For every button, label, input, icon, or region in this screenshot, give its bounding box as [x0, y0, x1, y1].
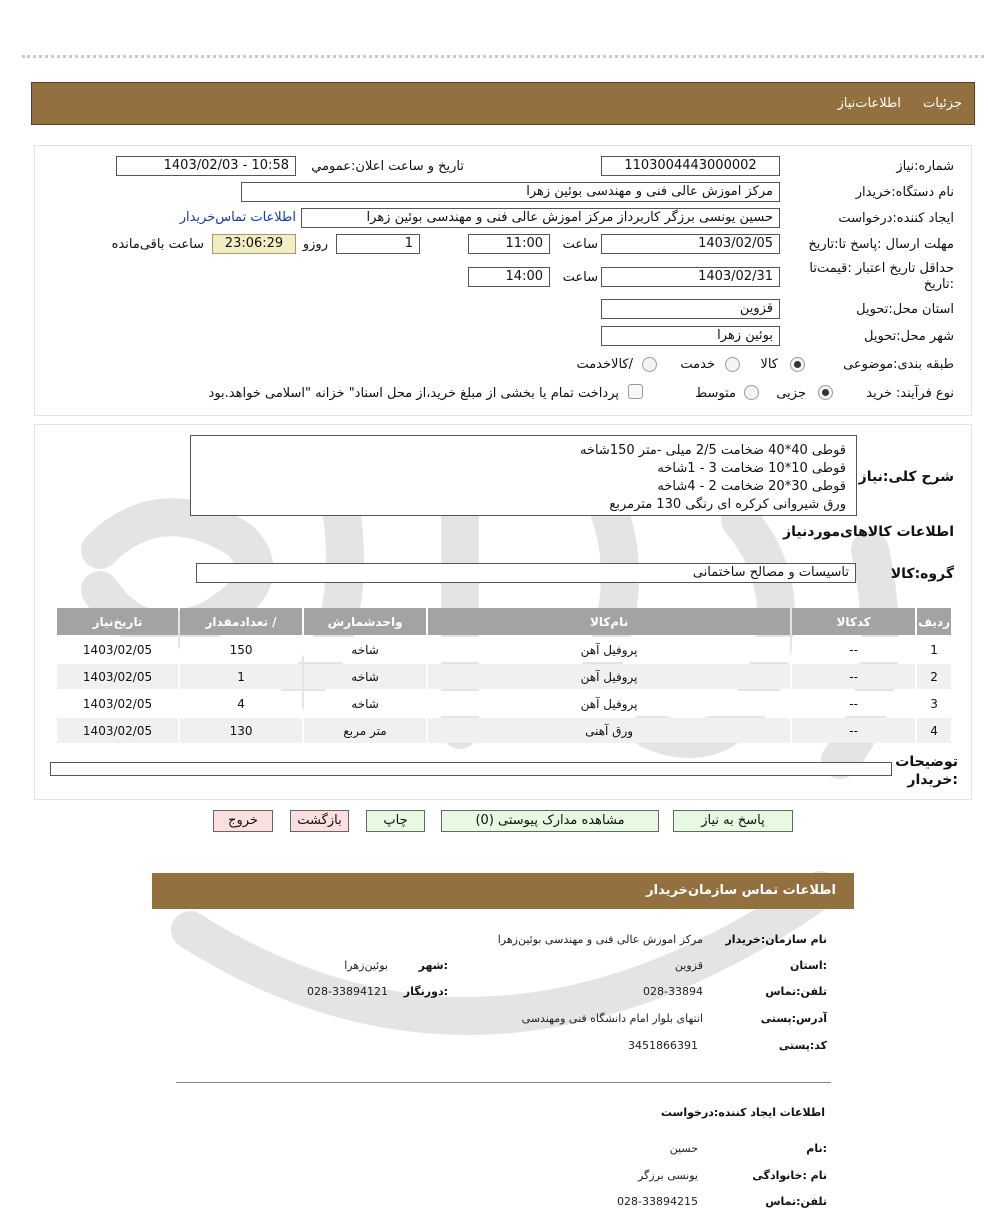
- back-button[interactable]: بازگشت: [290, 810, 349, 832]
- col-quantity: / تعدادمقدار: [180, 608, 302, 635]
- cell-need-date: 1403/02/05: [57, 637, 178, 662]
- org-label: نام سازمان:خریدار: [725, 933, 827, 946]
- col-row-number: ردیف: [917, 608, 951, 635]
- contact-divider: [176, 1082, 831, 1083]
- process-minor-radio[interactable]: [818, 385, 833, 400]
- cell-item-name: ورق آهنی: [428, 718, 790, 743]
- creator-phone-value: 028-33894215: [617, 1195, 698, 1208]
- goods-group-label: گروه:کالا: [890, 566, 954, 582]
- cell-unit: شاخه: [304, 664, 426, 689]
- cell-unit: متر مربع: [304, 718, 426, 743]
- contact-postal-value: 3451866391: [628, 1039, 698, 1052]
- validity-date-field: 1403/02/31: [601, 267, 780, 287]
- category-service-label: خدمت: [680, 357, 715, 372]
- cell-item-code: --: [792, 718, 915, 743]
- contact-city-value: بوئین‌زهرا: [344, 959, 388, 972]
- buyer-contact-link[interactable]: اطلاعات تماس‌خریدار: [179, 210, 296, 225]
- cell-item-code: --: [792, 637, 915, 662]
- description-line: قوطی 10*10 ضخامت 3 - 1شاخه: [657, 461, 846, 476]
- col-need-date: تاریخ‌نیاز: [57, 608, 178, 635]
- remaining-time-display: 23:06:29: [212, 234, 296, 254]
- process-medium-radio[interactable]: [744, 385, 759, 400]
- creator-field: حسین یونسی برزگر کاربرداز مرکز اموزش عالی فنی و مهندسی بوئین زهرا: [301, 208, 780, 228]
- cell-unit: شاخه: [304, 637, 426, 662]
- cell-quantity: 1: [180, 664, 302, 689]
- table-row: [57, 718, 951, 743]
- cell-item-name: پروفیل آهن: [428, 664, 790, 689]
- exit-button[interactable]: خروج: [213, 810, 273, 832]
- table-row: [57, 691, 951, 716]
- description-box: [190, 435, 857, 516]
- validity-time-label: ساعت: [562, 270, 598, 285]
- creator-info-title: اطلاعات ایجاد کننده:درخواست: [660, 1106, 825, 1119]
- table-header-row: [57, 608, 951, 635]
- tab-need-info[interactable]: اطلاعات‌نیاز: [837, 96, 901, 111]
- process-medium-label: متوسط: [695, 386, 736, 401]
- buyer-notes-label-2: :خریدار: [907, 772, 958, 788]
- cell-unit: شاخه: [304, 691, 426, 716]
- creator-name-label: :نام: [806, 1142, 827, 1155]
- treasury-payment-checkbox[interactable]: [628, 384, 643, 399]
- col-item-code: کدکالا: [792, 608, 915, 635]
- creator-label: ایجاد کننده:درخواست: [838, 211, 954, 226]
- category-goods-service-radio[interactable]: [642, 357, 657, 372]
- cell-need-date: 1403/02/05: [57, 664, 178, 689]
- buyer-label: نام دستگاه:خریدار: [855, 185, 954, 200]
- need-number-label: شماره:نیاز: [896, 159, 954, 174]
- cell-item-name: پروفیل آهن: [428, 637, 790, 662]
- cell-row-number: 3: [917, 691, 951, 716]
- contact-province-label: :استان: [790, 959, 827, 972]
- province-label: استان محل:تحویل: [856, 302, 954, 317]
- description-line: ورق شیروانی کرکره ای رنگی 130 مترمربع: [609, 497, 846, 512]
- reply-date-field: 1403/02/05: [601, 234, 780, 254]
- cell-quantity: 4: [180, 691, 302, 716]
- col-unit: واحدشمارش: [304, 608, 426, 635]
- buyer-field: مرکز اموزش عالی فنی و مهندسی بوئین زهرا: [241, 182, 780, 202]
- goods-section-title: اطلاعات کالاهای‌موردنیاز: [783, 524, 954, 540]
- validity-label-1: حداقل تاریخ اعتبار :قیمت‌تا: [809, 261, 954, 276]
- category-label: طبقه بندی:موضوعی: [843, 357, 954, 372]
- table-row: [57, 637, 951, 662]
- org-value: مرکز اموزش عالی فنی و مهندسی بوئین‌زهرا: [497, 933, 703, 946]
- process-type-label: نوع فرآیند: خرید: [866, 386, 954, 401]
- table-row: [57, 664, 951, 689]
- cell-item-code: --: [792, 691, 915, 716]
- reply-to-need-button[interactable]: پاسخ به نیاز: [673, 810, 793, 832]
- city-field: بوئین زهرا: [601, 326, 780, 346]
- col-item-name: نام‌کالا: [428, 608, 790, 635]
- need-number-field: 1103004443000002: [601, 156, 780, 176]
- city-label: شهر محل:تحویل: [864, 329, 954, 344]
- header-bar: [31, 82, 975, 125]
- contact-city-label: :شهر: [418, 959, 448, 972]
- view-attachments-button[interactable]: مشاهده مدارک پیوستی (0): [441, 810, 659, 832]
- print-button[interactable]: چاپ: [366, 810, 425, 832]
- contact-title: اطلاعات تماس سازمان‌خریدار: [646, 883, 836, 898]
- category-goods-service-label: /کالاخدمت: [576, 357, 633, 372]
- cell-row-number: 4: [917, 718, 951, 743]
- contact-address-value: انتهای بلوار امام دانشگاه فنی ومهندسی: [521, 1012, 703, 1025]
- cell-item-name: پروفیل آهن: [428, 691, 790, 716]
- goods-group-field: تاسیسات و مصالح ساختمانی: [196, 563, 856, 583]
- category-goods-radio[interactable]: [790, 357, 805, 372]
- category-goods-label: کالا: [760, 357, 778, 372]
- process-minor-label: جزیی: [776, 386, 806, 401]
- top-dotted-divider: [22, 55, 984, 58]
- contact-fax-label: :دورنگار: [403, 985, 448, 998]
- days-label: روزو: [302, 237, 328, 252]
- remaining-label: ساعت باقی‌مانده: [111, 237, 204, 252]
- creator-family-label: نام :خانوادگی: [752, 1169, 827, 1182]
- description-label: شرح کلی:نیاز: [858, 469, 954, 485]
- contact-address-label: آدرس:پستی: [760, 1012, 827, 1025]
- validity-time-field: 14:00: [468, 267, 550, 287]
- creator-phone-label: تلفن:تماس: [765, 1195, 827, 1208]
- province-field: قزوین: [601, 299, 780, 319]
- cell-quantity: 150: [180, 637, 302, 662]
- tab-details[interactable]: جزئیات: [923, 96, 962, 111]
- reply-deadline-label: مهلت ارسال :پاسخ تا:تاریخ: [808, 237, 954, 252]
- validity-label-2: :تاریخ: [923, 277, 954, 292]
- cell-need-date: 1403/02/05: [57, 718, 178, 743]
- announce-date-field: 1403/02/03 - 10:58: [116, 156, 296, 176]
- description-line: قوطی 40*40 ضخامت 2/5 میلی -متر 150شاخه: [579, 443, 846, 458]
- reply-time-field: 11:00: [468, 234, 550, 254]
- contact-province-value: قزوین: [674, 959, 703, 972]
- days-field: 1: [336, 234, 420, 254]
- reply-time-label: ساعت: [562, 237, 598, 252]
- contact-header-bar: [152, 873, 854, 909]
- contact-phone-value: 028-33894: [643, 985, 703, 998]
- contact-phone-label: تلفن:تماس: [765, 985, 827, 998]
- announce-label: تاریخ و ساعت اعلان:عمومي: [311, 159, 464, 174]
- contact-fax-value: 028-33894121: [307, 985, 388, 998]
- creator-family-value: یونسی برزگر: [637, 1169, 698, 1182]
- cell-item-code: --: [792, 664, 915, 689]
- creator-name-value: حسین: [669, 1142, 698, 1155]
- buyer-notes-field: [50, 762, 892, 776]
- treasury-payment-note: پرداخت تمام یا بخشی از مبلغ خرید،از محل اسناد" خزانه "اسلامی خواهد.بود: [208, 386, 619, 401]
- cell-row-number: 1: [917, 637, 951, 662]
- buyer-notes-label-1: توضیحات: [895, 754, 958, 770]
- category-service-radio[interactable]: [725, 357, 740, 372]
- goods-table: [55, 606, 953, 745]
- contact-postal-label: کد:پستی: [778, 1039, 827, 1052]
- description-line: قوطی 30*20 ضخامت 2 - 4شاخه: [657, 479, 846, 494]
- cell-quantity: 130: [180, 718, 302, 743]
- cell-need-date: 1403/02/05: [57, 691, 178, 716]
- cell-row-number: 2: [917, 664, 951, 689]
